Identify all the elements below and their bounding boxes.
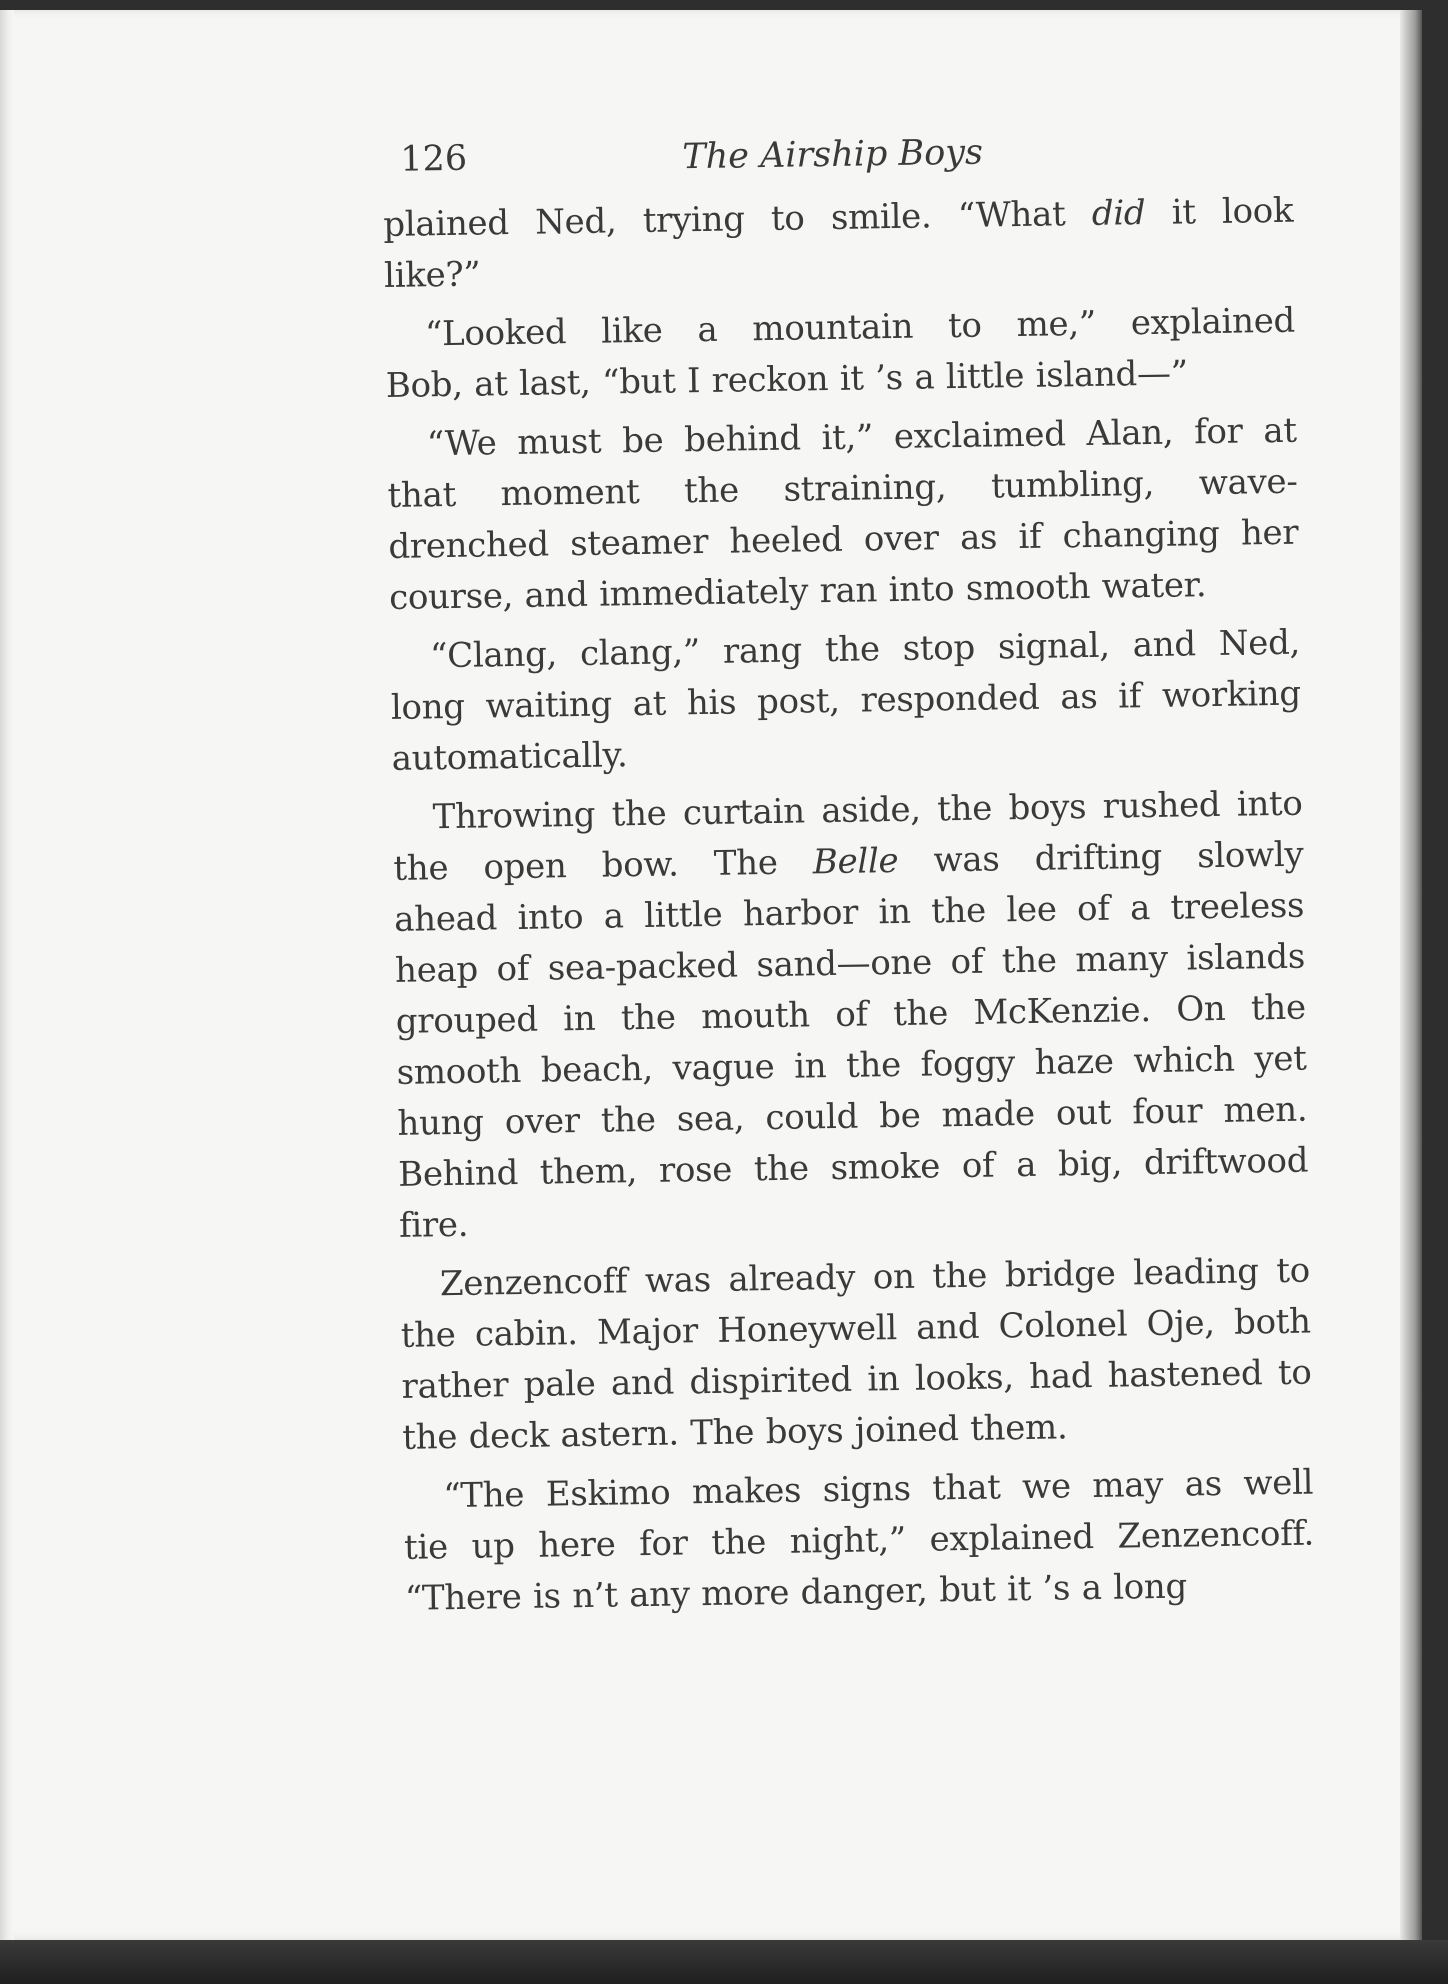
- text-line: course, and immediately ran into smooth water.: [388, 565, 1207, 618]
- text-line: grouped in the mouth of the McKenzie. On the: [395, 987, 1307, 1042]
- paragraph: [403, 1458, 1315, 1625]
- italic-text: Belle: [812, 840, 899, 883]
- text-line: that moment the straining, tumbling, wave-: [387, 461, 1298, 516]
- text-line: Throwing the curtain aside, the boys rushed into: [432, 783, 1303, 838]
- text-line: hung over the sea, could be made out four men.: [397, 1089, 1308, 1144]
- page-edge: [1400, 10, 1422, 1940]
- running-title: The Airship Boys: [681, 132, 984, 178]
- paragraph: [392, 779, 1309, 1252]
- paragraph: [385, 296, 1296, 412]
- text-line: “There is n’t any more danger, but it ’s a long: [404, 1566, 1188, 1619]
- paragraph: [400, 1246, 1313, 1464]
- text-line: “Looked like a mountain to me,” explained: [424, 300, 1296, 355]
- text-line: tie up here for the night,” explained Zenzencoff.: [403, 1513, 1315, 1568]
- text-line: Zenzencoff was already on the bridge leading to: [439, 1250, 1311, 1305]
- text-line: Behind them, rose the smoke of a big, driftwood: [397, 1140, 1309, 1195]
- paragraph: [386, 406, 1299, 624]
- text-line: automatically.: [391, 735, 628, 779]
- text-line: plained Ned, trying to smile. “What did it look: [383, 190, 1294, 245]
- text-line: the open bow. The Belle was drifting slowly: [393, 834, 1304, 889]
- paragraph: [383, 186, 1294, 302]
- text-line: drenched steamer heeled over as if changing her: [388, 512, 1299, 567]
- text-line: heap of sea-packed sand—one of the many islands: [394, 936, 1306, 991]
- paragraph: [390, 618, 1302, 785]
- page-number: 126: [399, 138, 468, 180]
- page-gutter: [0, 10, 14, 1940]
- text-line: “We must be behind it,” exclaimed Alan, for at: [426, 410, 1297, 465]
- scan-background: [0, 1940, 1448, 1984]
- italic-text: did: [1091, 193, 1146, 234]
- text-line: ahead into a little harbor in the lee of a treeless: [393, 885, 1305, 940]
- text-line: Bob, at last, “but I reckon it ’s a little island—”: [385, 353, 1189, 406]
- text-line: long waiting at his post, responded as if working: [390, 673, 1302, 728]
- text-line: “Clang, clang,” rang the stop signal, and Ned,: [429, 622, 1301, 677]
- body-text: [383, 186, 1315, 1625]
- text-line: the cabin. Major Honeywell and Colonel Oje, both: [400, 1301, 1311, 1356]
- text-line: “The Eskimo makes signs that we may as well: [442, 1462, 1314, 1517]
- text-line: fire.: [398, 1204, 469, 1246]
- text-line: smooth beach, vague in the foggy haze which yet: [396, 1038, 1307, 1093]
- page-text-block: [382, 126, 1315, 1633]
- text-line: the deck astern. The boys joined them.: [402, 1407, 1068, 1458]
- text-line: rather pale and dispirited in looks, had hastened to: [401, 1352, 1312, 1407]
- text-line: like?”: [383, 254, 481, 296]
